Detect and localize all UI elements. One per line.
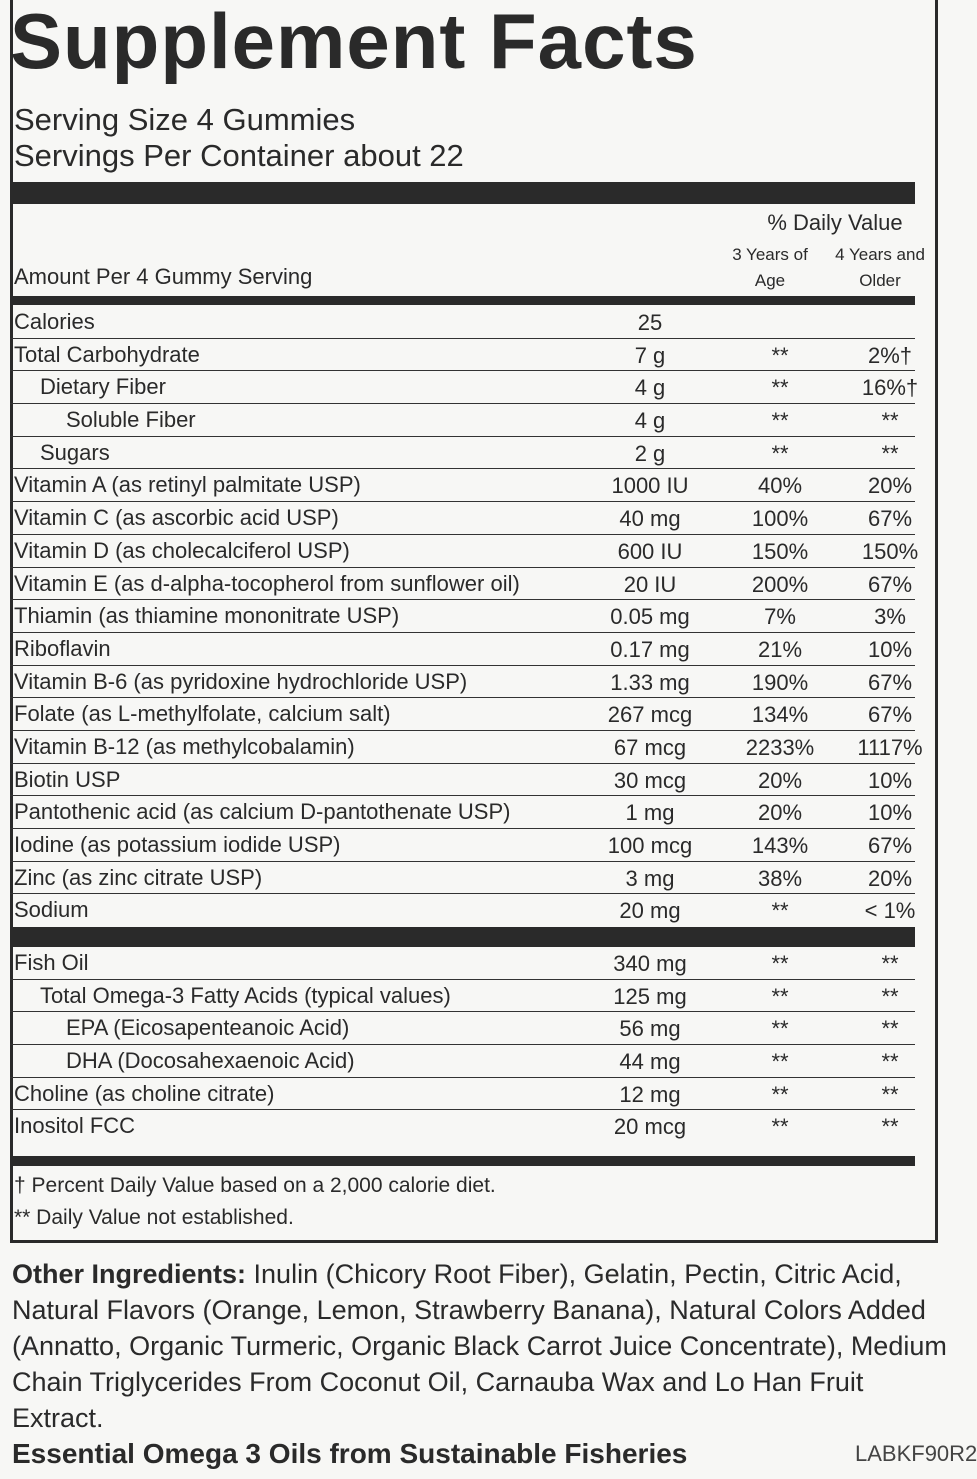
nutrient-name: Vitamin C (as ascorbic acid USP) (14, 505, 339, 531)
nutrient-name: Inositol FCC (14, 1113, 136, 1139)
table-row (10, 633, 915, 666)
table-row (10, 698, 915, 731)
daily-value-4-years: 20% (867, 865, 913, 891)
nutrient-amount: 20 mcg (613, 1114, 687, 1140)
daily-value-4-years: 67% (867, 669, 913, 695)
daily-value-4-years: ** (881, 1114, 899, 1140)
nutrient-name: EPA (Eicosapenteanoic Acid) (66, 1015, 350, 1041)
table-row (10, 600, 915, 633)
other-nutrient-table (10, 947, 915, 1143)
nutrient-amount: 1000 IU (611, 473, 689, 499)
table-row (10, 862, 915, 895)
nutrient-name: Choline (as choline citrate) (14, 1080, 275, 1106)
nutrient-name: Dietary Fiber (40, 374, 166, 400)
table-row (10, 894, 915, 927)
daily-value-4-years: 10% (867, 636, 913, 662)
nutrient-name: Vitamin D (as cholecalciferol USP) (14, 537, 350, 563)
daily-value-4-years: 3% (874, 604, 906, 630)
nutrient-name: Fish Oil (14, 950, 89, 975)
column-header-4-years (830, 242, 930, 294)
nutrient-amount: 20 IU (623, 571, 677, 597)
daily-value-3-years: ** (771, 1016, 789, 1042)
daily-value-4-years: 20% (867, 473, 913, 499)
divider-thick (10, 182, 915, 204)
nutrient-amount: 2 g (634, 440, 666, 466)
daily-value-4-years: < 1% (864, 898, 916, 924)
nutrient-amount: 4 g (634, 408, 666, 434)
daily-value-4-years: 2%† (867, 342, 913, 368)
serving-size: Serving Size 4 Gummies (14, 102, 356, 137)
table-row (10, 535, 919, 568)
nutrient-name: Biotin USP (14, 766, 121, 792)
daily-value-3-years: ** (771, 375, 789, 401)
daily-value-4-years: ** (881, 1081, 899, 1107)
daily-value-3-years: ** (771, 898, 789, 924)
nutrient-name: Folate (as L-methylfolate, calcium salt) (14, 701, 391, 727)
daily-value-3-years: 150% (751, 538, 809, 564)
nutrient-name: Sugars (40, 439, 110, 465)
daily-value-3-years: ** (771, 342, 789, 368)
daily-value-3-years: ** (771, 440, 789, 466)
divider-thick (10, 927, 915, 947)
daily-value-4-years: 67% (867, 833, 913, 858)
nutrient-amount: 20 mg (619, 898, 681, 924)
nutrient-amount: 30 mcg (613, 767, 687, 793)
lot-code: LABKF90R2 (855, 1441, 977, 1466)
divider-medium (10, 296, 915, 305)
footnote-daily-value: † Percent Daily Value based on a 2,000 calorie diet. (14, 1174, 496, 1197)
daily-value-3-years: ** (771, 1049, 789, 1075)
nutrient-name: Vitamin B-6 (as pyridoxine hydrochloride USP) (14, 668, 468, 694)
daily-value-3-years: ** (771, 408, 789, 434)
daily-value-4-years: 67% (867, 571, 913, 597)
daily-value-3-years: 134% (751, 702, 809, 728)
table-row (10, 731, 923, 764)
nutrient-name: Total Omega-3 Fatty Acids (typical values) (40, 982, 451, 1008)
daily-value-4-years: 16%† (861, 375, 919, 401)
daily-value-4-years: 150% (861, 538, 919, 564)
nutrient-amount: 12 mg (619, 1081, 681, 1107)
daily-value-4-years: 67% (867, 702, 913, 728)
nutrient-amount: 340 mg (613, 951, 687, 976)
other-ingredients-text: Inulin (Chicory Root Fiber), Gelatin, Pectin, Citric Acid, Natural Flavors (Orange, Lemon, Strawberry Banana), Natural Colors Added (Annatto, Organic Turmeric, Organic Black Carrot Juice Concentrate), Medium Chain Triglycerides From Coconut Oil, Carnauba Wax and Lo Han Fruit Extract. (12, 1259, 947, 1433)
daily-value-3-years: 20% (757, 767, 803, 793)
col-3yrs-line2: Age (754, 271, 786, 290)
col-4yrs-line1: 4 Years and (835, 245, 925, 264)
footnote-not-established: ** Daily Value not established. (14, 1206, 294, 1229)
daily-value-3-years: 40% (757, 473, 803, 499)
nutrient-amount: 25 (637, 310, 663, 335)
daily-value-4-years: 1117% (857, 734, 923, 760)
table-row (10, 306, 915, 339)
table-row (10, 1045, 915, 1078)
nutrient-name: Soluble Fiber (66, 407, 196, 433)
nutrient-amount: 1 mg (625, 800, 675, 826)
other-ingredients (12, 1256, 957, 1436)
table-row (10, 469, 915, 502)
nutrient-amount: 67 mcg (613, 734, 687, 760)
daily-value-4-years: ** (881, 1016, 899, 1042)
nutrient-amount: 3 mg (625, 865, 675, 891)
daily-value-4-years: ** (881, 951, 899, 976)
table-row (10, 502, 915, 535)
table-row (10, 796, 915, 829)
nutrient-amount: 125 mg (613, 983, 687, 1009)
table-row (10, 947, 915, 980)
table-row (10, 568, 915, 601)
servings-per-container: Servings Per Container about 22 (14, 138, 464, 173)
nutrient-amount: 44 mg (619, 1049, 681, 1075)
nutrient-name: Iodine (as potassium iodide USP) (14, 832, 341, 857)
col-3yrs-line1: 3 Years of (732, 245, 808, 264)
nutrient-name: Vitamin B-12 (as methylcobalamin) (14, 733, 355, 759)
nutrient-amount: 267 mcg (607, 702, 693, 728)
daily-value-4-years: 10% (867, 767, 913, 793)
daily-value-3-years: 38% (757, 865, 803, 891)
table-row (10, 371, 919, 404)
daily-value-3-years: 2233% (745, 734, 815, 760)
nutrient-name: Total Carbohydrate (14, 341, 200, 367)
nutrient-amount: 40 mg (619, 506, 681, 532)
col-4yrs-line2: Older (859, 271, 901, 290)
divider-medium (10, 1156, 915, 1166)
table-row (10, 829, 915, 862)
nutrient-name: Vitamin A (as retinyl palmitate USP) (14, 472, 361, 498)
daily-value-3-years: 143% (751, 833, 809, 858)
nutrient-amount: 0.05 mg (610, 604, 690, 630)
table-row (10, 980, 915, 1013)
daily-value-4-years: ** (881, 408, 899, 434)
nutrient-name: Thiamin (as thiamine mononitrate USP) (14, 603, 400, 629)
amount-per-serving: Amount Per 4 Gummy Serving (14, 264, 313, 289)
daily-value-4-years: ** (881, 983, 899, 1009)
nutrient-amount: 0.17 mg (610, 636, 690, 662)
daily-value-4-years: 10% (867, 800, 913, 826)
daily-value-3-years: 100% (751, 506, 809, 532)
table-row (10, 1012, 915, 1045)
nutrient-name: Riboflavin (14, 635, 111, 661)
essential-omega-line: Essential Omega 3 Oils from Sustainable Fisheries (12, 1438, 688, 1469)
column-header-3-years (715, 242, 825, 294)
nutrient-amount: 100 mcg (607, 833, 693, 858)
daily-value-3-years: ** (771, 951, 789, 976)
nutrient-name: Vitamin E (as d-alpha-tocopherol from sunflower oil) (14, 570, 520, 596)
nutrient-amount: 4 g (634, 375, 666, 401)
panel-title: Supplement Facts (10, 0, 698, 85)
other-ingredients-label: Other Ingredients: (12, 1259, 247, 1289)
daily-value-3-years: ** (771, 1081, 789, 1107)
nutrient-name: DHA (Docosahexaenoic Acid) (66, 1048, 355, 1074)
daily-value-3-years: 20% (757, 800, 803, 826)
daily-value-4-years: ** (881, 1049, 899, 1075)
nutrient-amount: 7 g (634, 342, 666, 368)
nutrient-name: Calories (14, 309, 95, 334)
daily-value-header: % Daily Value (767, 210, 903, 235)
daily-value-3-years: ** (771, 983, 789, 1009)
daily-value-4-years: 67% (867, 506, 913, 532)
nutrient-amount: 1.33 mg (610, 669, 690, 695)
nutrient-name: Pantothenic acid (as calcium D-pantothenate USP) (14, 799, 511, 825)
nutrient-amount: 600 IU (617, 538, 683, 564)
table-row (10, 404, 915, 437)
daily-value-3-years: 7% (764, 604, 796, 630)
table-row (10, 1078, 915, 1111)
table-row (10, 339, 915, 372)
nutrient-table (10, 306, 923, 927)
table-row (10, 437, 915, 470)
daily-value-3-years: ** (771, 1114, 789, 1140)
nutrient-name: Zinc (as zinc citrate USP) (14, 864, 263, 890)
daily-value-4-years: ** (881, 440, 899, 466)
nutrient-name: Sodium (14, 897, 89, 923)
table-row (10, 1110, 915, 1143)
daily-value-3-years: 200% (751, 571, 809, 597)
nutrient-amount: 56 mg (619, 1016, 681, 1042)
table-row (10, 764, 915, 797)
daily-value-3-years: 190% (751, 669, 809, 695)
table-row (10, 666, 915, 699)
daily-value-3-years: 21% (757, 636, 803, 662)
